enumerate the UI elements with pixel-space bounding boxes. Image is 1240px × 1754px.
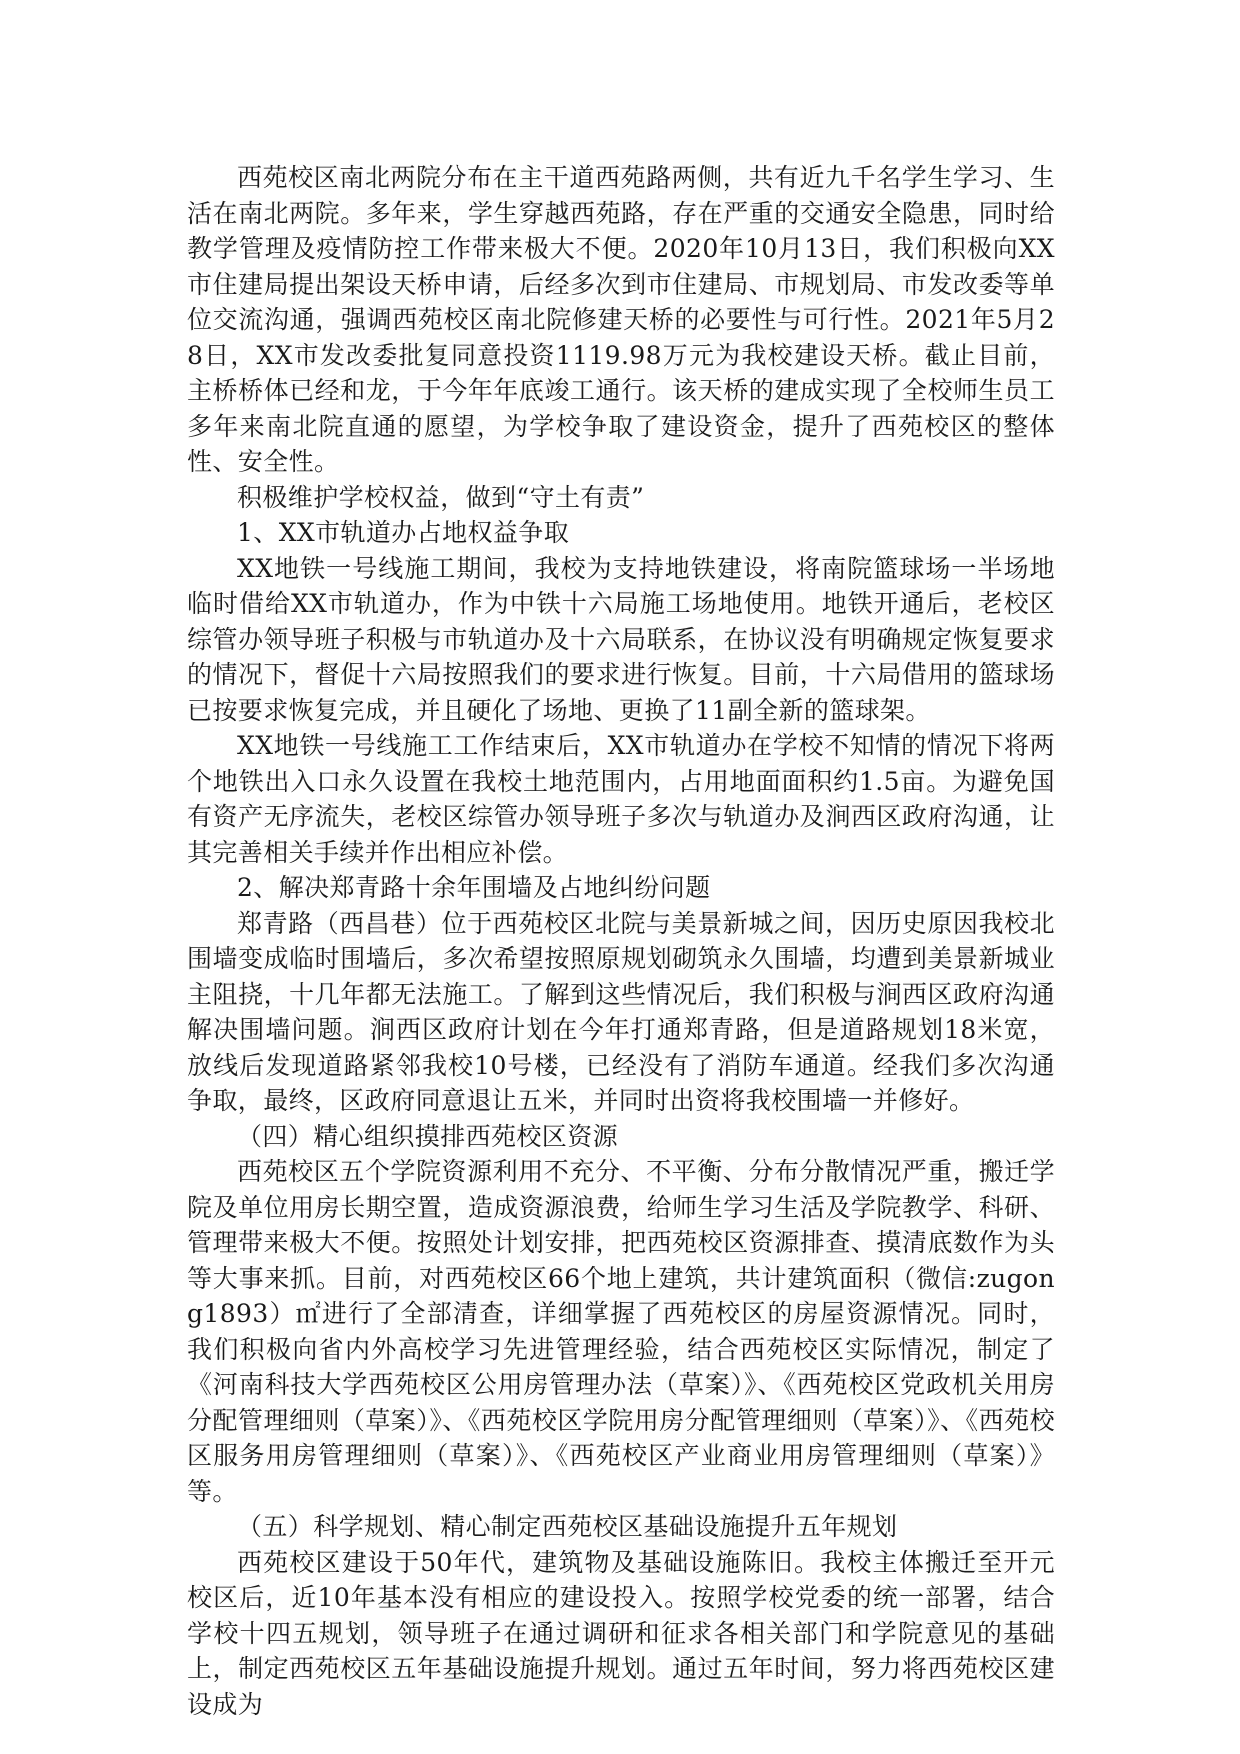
document-body [187,160,1055,1722]
paragraph-zhengqing-road: 郑青路（西昌巷）位于西苑校区北院与美景新城之间，因历史原因我校北围墙变成临时围墙后，多次希望按照原规划砌筑永久围墙，均遭到美景新城业主阻挠，十几年都无法施工。了解到这些情况后，我们积极与涧西区政府沟通解决围墙问题。涧西区政府计划在今年打通郑青路，但是道路规划18米宽，放线后发现道路紧邻我校10号楼，已经没有了消防车通道。经我们多次沟通争取，最终，区政府同意退让五米，并同时出资将我校围墙一并修好。 [187,908,1055,1115]
paragraph-infrastructure: 西苑校区建设于50年代，建筑物及基础设施陈旧。我校主体搬迁至开元校区后，近10年基本没有相应的建设投入。按照学校党委的统一部署，结合学校十四五规划，领导班子在通过调研和征求各相关部门和学院意见的基础上，制定西苑校区五年基础设施提升规划。通过五年时间，努力将西苑校区建设成为 [187,1547,1055,1719]
section-heading-resources: （四）精心组织摸排西苑校区资源 [237,1121,619,1151]
section-heading-rights: 积极维护学校权益，做到“守土有责” [237,482,645,512]
subheading-metro-land: 1、XX市轨道办占地权益争取 [237,518,570,547]
paragraph-metro-entrances: XX地铁一号线施工工作结束后，XX市轨道办在学校不知情的情况下将两个地铁出入口永久设置在我校土地范围内，占用地面面积约1.5亩。为避免国有资产无序流失，老校区综管办领导班子多次与轨道办及涧西区政府沟通，让其完善相关手续并作出相应补偿。 [187,731,1055,867]
paragraph-resource-survey: 西苑校区五个学院资源利用不充分、不平衡、分布分散情况严重，搬迁学院及单位用房长期空置，造成资源浪费，给师生学习生活及学院教学、科研、管理带来极大不便。按照处计划安排，把西苑校区资源排查、摸清底数作为头等大事来抓。目前，对西苑校区66个地上建筑，共计建筑面积（微信:zugong1893）㎡进行了全部清查，详细掌握了西苑校区的房屋资源情况。同时，我们积极向省内外高校学习先进管理经验，结合西苑校区实际情况，制定了《河南科技大学西苑校区公用房管理办法（草案）》、《西苑校区党政机关用房分配管理细则（草案）》、《西苑校区学院用房分配管理细则（草案）》、《西苑校区服务用房管理细则（草案）》、《西苑校区产业商业用房管理细则（草案）》等。 [187,1157,1055,1506]
section-heading-five-year-plan: （五）科学规划、精心制定西苑校区基础设施提升五年规划 [237,1512,898,1541]
paragraph-skybridge: 西苑校区南北两院分布在主干道西苑路两侧，共有近九千名学生学习、生活在南北两院。多年来，学生穿越西苑路，存在严重的交通安全隐患，同时给教学管理及疫情防控工作带来极大不便。2020年10月13日，我们积极向XX市住建局提出架设天桥申请，后经多次到市住建局、市规划局、市发改委等单位交流沟通，强调西苑校区南北院修建天桥的必要性与可行性。2021年5月28日，XX市发改委批复同意投资1119.98万元为我校建设天桥。截止目前，主桥桥体已经和龙，于今年年底竣工通行。该天桥的建成实现了全校师生员工多年来南北院直通的愿望，为学校争取了建设资金，提升了西苑校区的整体性、安全性。 [187,163,1055,476]
subheading-wall-dispute: 2、解决郑青路十余年围墙及占地纠纷问题 [237,873,711,902]
paragraph-basketball-court: XX地铁一号线施工期间，我校为支持地铁建设，将南院篮球场一半场地临时借给XX市轨道办，作为中铁十六局施工场地使用。地铁开通后，老校区综管办领导班子积极与市轨道办及十六局联系，在协议没有明确规定恢复要求的情况下，督促十六局按照我们的要求进行恢复。目前，十六局借用的篮球场已按要求恢复完成，并且硬化了场地、更换了11副全新的篮球架。 [187,553,1055,725]
